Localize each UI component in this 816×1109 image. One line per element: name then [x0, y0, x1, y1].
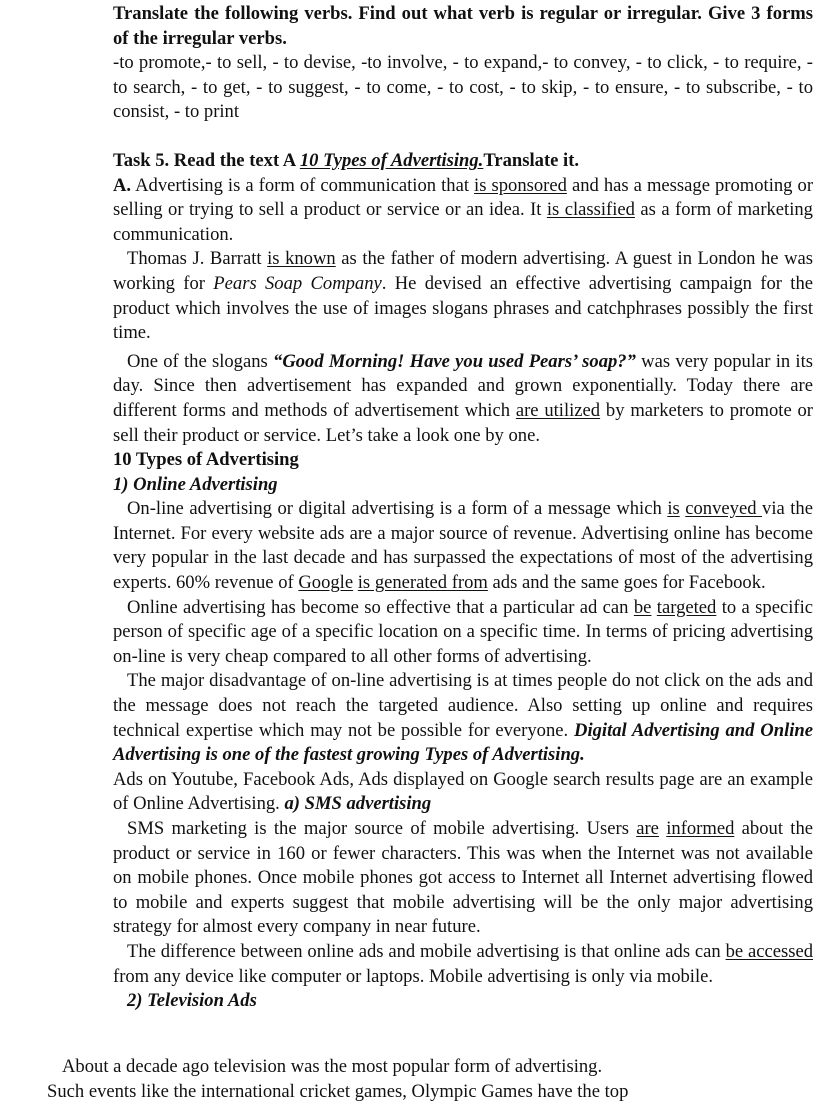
- text-run: The major disadvantage of on-line advertising is at times people do not click on the ads and the message does not reach the targeted audience. Also setting up online and requires technical expertise which may not be possible for everyone.: [113, 670, 813, 741]
- paragraph: [113, 350, 813, 448]
- document-body: [113, 2, 813, 1014]
- bold-text: Digital Advertising and Online Advertising is one of the fastest growing Types of Advertising.: [113, 719, 813, 766]
- underlined-text: are: [636, 818, 659, 839]
- bold-text: 2) Television Ads: [127, 990, 257, 1012]
- text-run: Thomas J. Barratt: [127, 248, 268, 270]
- underlined-text: be: [633, 596, 652, 618]
- task-heading: [113, 2, 813, 51]
- paragraph: [113, 669, 813, 767]
- task-5-heading: [113, 149, 813, 174]
- underlined-text: targeted: [656, 596, 717, 618]
- text-run: Ads on Youtube, Facebook Ads, Ads displayed on Google search results page are an example of Online Advertising.: [113, 768, 813, 815]
- bold-text: “Good Morning! Have you used Pears’ soap?”: [273, 350, 636, 372]
- text-run: Pears Soap Company: [213, 272, 382, 294]
- text-run: and has a message promoting or selling or trying to sell a product or service or an idea. It: [113, 174, 814, 221]
- underlined-text: be accessed: [725, 940, 813, 962]
- paragraph: About a decade ago television was the most popular form of advertising.: [62, 1056, 603, 1077]
- underlined-text: informed: [666, 818, 735, 839]
- text-run: On-line advertising or digital advertising is a form of a message which: [127, 498, 668, 520]
- paragraph: Such events like the international cricket games, Olympic Games have the top: [47, 1080, 629, 1102]
- bold-text: Translate it.: [483, 149, 580, 171]
- text-run: as a form of marketing communication.: [113, 199, 813, 245]
- paragraph: [113, 596, 813, 670]
- text-run: . He devised an effective advertising campaign for the product which involves the use of images slogans phrases and catchphrases possibly the first time.: [113, 272, 813, 344]
- paragraph: [113, 817, 813, 940]
- underlined-text: is known: [267, 248, 336, 270]
- text-run: -to promote,- to sell, - to devise, -to involve, - to expand,- to convey, - to click, - to require, - to search, - to get, - to suggest, - to come, - to cost, - to skip, - to ensure, - to subscribe, - to consist, - to print: [113, 52, 813, 123]
- text-run: The difference between online ads and mobile advertising is that online ads can: [127, 940, 726, 962]
- underlined-text: Google: [298, 572, 354, 594]
- bold-text: Translate the following verbs. Find out what verb is regular or irregular. Give 3 forms of the irregular verbs.: [113, 3, 813, 49]
- paragraph: [113, 497, 813, 595]
- underlined-text: conveyed: [685, 498, 763, 520]
- text-run: One of the slogans: [127, 350, 274, 372]
- paragraph: [113, 174, 813, 248]
- text-run: to a specific person of specific age of a specific location on a specific time. In terms of pricing advertising on-line is very cheap compared to all other forms of advertising.: [113, 596, 813, 667]
- underlined-text: is generated from: [357, 572, 488, 594]
- underlined-text: are utilized: [515, 399, 601, 421]
- text-run: Advertising is a form of communication that: [131, 174, 475, 196]
- underlined-text: is: [667, 498, 680, 520]
- text-run: via the Internet. For every website ads are a major source of revenue. Advertising online has become very popular in the last decade and has surpassed the expectations of most of the advertising experts. 60% revenue of: [113, 498, 813, 594]
- text-run: as the father of modern advertising. A guest in London he was working for: [113, 248, 813, 294]
- paragraph: [113, 51, 813, 125]
- text-run: SMS marketing is the major source of mobile advertising. Users: [127, 818, 637, 839]
- text-run: by marketers to promote or sell their product or service. Let’s take a look one by one.: [113, 399, 813, 446]
- underlined-text: is classified: [546, 199, 635, 221]
- bold-text: Task 5. Read the text A: [113, 149, 300, 171]
- underlined-text: 10 Types of Advertising.: [299, 149, 484, 171]
- text-run: from any device like computer or laptops. Mobile advertising is only via mobile.: [113, 965, 714, 987]
- text-run: about the product or service in 160 or fewer characters. This was when the Internet was not available on mobile phones. Once mobile phones got access to Internet all Internet advertising flowed to mobile and experts suggest that mobile advertising will be the only major advertising strategy for almost every company in near future.: [113, 818, 813, 938]
- bold-text: a) SMS advertising: [284, 793, 432, 815]
- text-run: ads and the same goes for Facebook.: [487, 572, 766, 594]
- paragraph: [113, 247, 813, 345]
- paragraph: [113, 940, 813, 989]
- bold-text: 10 Types of Advertising: [113, 449, 299, 471]
- text-run: was very popular in its day. Since then advertisement has expanded and grown exponentially. Today there are different forms and methods of advertisement which: [113, 350, 813, 421]
- document-tail: [0, 1055, 816, 1104]
- paragraph: [113, 473, 813, 498]
- paragraph: [113, 989, 813, 1014]
- underlined-text: is sponsored: [474, 174, 567, 196]
- paragraph: [113, 448, 813, 473]
- bold-text: A.: [113, 174, 132, 196]
- paragraph: [113, 768, 813, 817]
- bold-text: 1) Online Advertising: [113, 473, 278, 495]
- text-run: Online advertising has become so effective that a particular ad can: [127, 596, 634, 618]
